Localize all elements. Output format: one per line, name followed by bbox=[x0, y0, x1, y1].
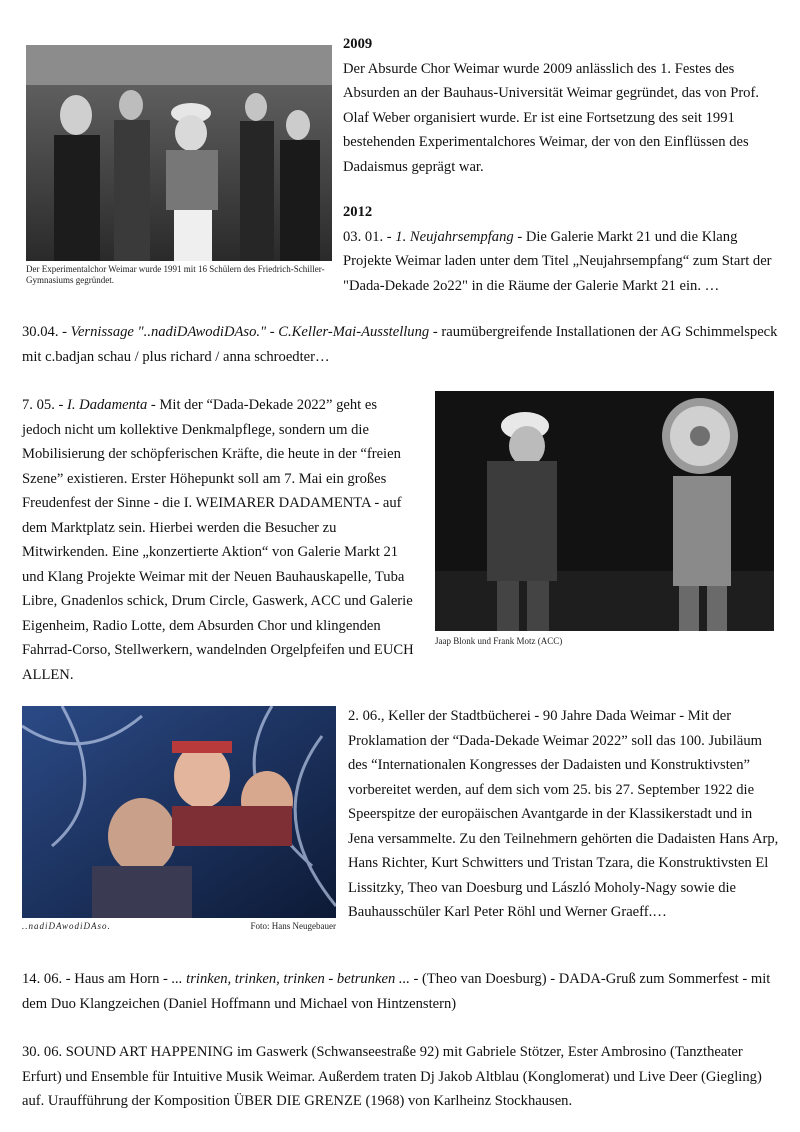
event-0301-text: - Die Galerie Markt 21 und die Klang Projekte Weimar laden unter dem Titel „Neujahrsempfang“ zum Start der "Dada-Dekade 2o22" in die Räume der Galerie Markt 21 ein. … bbox=[343, 228, 772, 294]
photo-caption-2: Jaap Blonk und Frank Motz (ACC) bbox=[435, 636, 563, 646]
photo-caption-3-left: ..nadiDAwodiDAso. bbox=[22, 921, 111, 931]
photo-caption-1: Der Experimentalchor Weimar wurde 1991 mit 16 Schülern des Friedrich-Schiller-Gymnasiums gegründet. bbox=[26, 264, 325, 285]
event-1406-title: ... trinken, trinken, trinken - betrunken ... bbox=[171, 971, 410, 987]
photo-jaap-blonk-frank-motz bbox=[435, 391, 774, 631]
photo-nadidawodidaso bbox=[22, 706, 336, 918]
event-0301-title: 1. Neujahrsempfang bbox=[395, 228, 514, 245]
year-heading-2012: 2012 bbox=[343, 204, 373, 220]
year-heading-2009: 2009 bbox=[343, 36, 373, 52]
section-2012 bbox=[343, 200, 778, 298]
section-2009 bbox=[343, 32, 778, 179]
event-0705-date: 7. 05. - bbox=[22, 397, 67, 413]
event-0705-text: - Mit der “Dada-Dekade 2022” geht es jedoch nicht um kollektive Denkmalpflege, sondern um die Mobilisierung der schöpferischen Kräfte, die heute in der “freien Szene” existieren. Erster Höhepunkt soll am 7. Mai ein großes Freudenfest der Sinne - die I. WEIMARER DADAMENTA - auf dem Marktplatz sein. Hierbei werden die Besucher zu Mitwirkenden. Eine „konzertierte Aktion“ von Galerie Markt 21 und Klang Projekte Weimar mit der Neuen Bauhauskapelle, Tuba Libre, Gnadenlos schick, Drum Circle, Gaswerk, ACC und Galerie Eigenheim, Radio Lotte, dem Absurden Chor und klingenden Fahrrad-Corso, Stellwerkern, wandelnden Orgelpfeifen und EUCH ALLEN. bbox=[22, 397, 414, 683]
event-0430-title: Vernissage "..nadiDAwodiDAso." - C.Keller-Mai-Ausstellung bbox=[70, 324, 430, 340]
event-0430-text: - raumübergreifende Installationen der AG Schimmelspeck mit c.badjan schau / plus richard / anna schroedter… bbox=[22, 324, 778, 365]
section-2009-text: Der Absurde Chor Weimar wurde 2009 anlässlich des 1. Festes des Absurden an der Bauhaus-Universität Weimar gegründet, das von Prof. Olaf Weber organisiert wurde. Er ist eine Fortsetzung des seit 1991 bestehenden Experimentalchores Weimar, der von den Einflüssen des Dadaismus geprägt war. bbox=[343, 60, 759, 175]
event-3006: 30. 06. SOUND ART HAPPENING im Gaswerk (Schwanseestraße 92) mit Gabriele Stötzer, Ester Ambrosino (Tanztheater Erfurt) und Ensemble für Intuitive Musik Weimar. Außerdem traten Dj Jakob Altblau (Konglomerat) und Live Deer (Giegling) auf. Uraufführung der Komposition ÜBER DIE GRENZE (1968) von Karlheinz Stockhausen. bbox=[22, 1044, 762, 1109]
event-0705 bbox=[22, 393, 417, 687]
event-1406 bbox=[22, 967, 778, 1016]
photo-experimentalchor bbox=[26, 45, 332, 261]
event-1406-text: - (Theo van Doesburg) - DADA-Gruß zum Sommerfest - mit dem Duo Klangzeichen (Daniel Hoffmann und Michael von Hintzenstern) bbox=[22, 971, 771, 1012]
event-0206: 2. 06., Keller der Stadtbücherei - 90 Jahre Dada Weimar - Mit der Proklamation der “Dada-Dekade Weimar 2022” soll das 100. Jubiläum des “Internationalen Kongresses der Dadaisten und Konstruktivsten” vorbereitet werden, auf dem sich vom 25. bis 27. September 1922 die Speerspitze der europäischen Avantgarde in der Klassikerstadt und in Jena versammelte. Zu den Teilnehmern gehörten die Dadaisten Hans Arp, Hans Richter, Kurt Schwitters und Tristan Tzara, die Konstruktivsten El Lissitzky, Theo van Doesburg und László Moholy-Nagy sowie die Bauhausschüler Karl Peter Röhl und Werner Graeff.… bbox=[348, 708, 779, 920]
event-1406-prefix: 14. 06. - Haus am Horn - bbox=[22, 971, 172, 987]
photo-caption-3-right: Foto: Hans Neugebauer bbox=[250, 921, 336, 931]
event-0430-date: 30.04. - bbox=[22, 324, 71, 340]
event-0705-title: I. Dadamenta bbox=[67, 397, 148, 413]
event-0430 bbox=[22, 320, 778, 369]
event-0301-date: 03. 01. - bbox=[343, 228, 396, 245]
